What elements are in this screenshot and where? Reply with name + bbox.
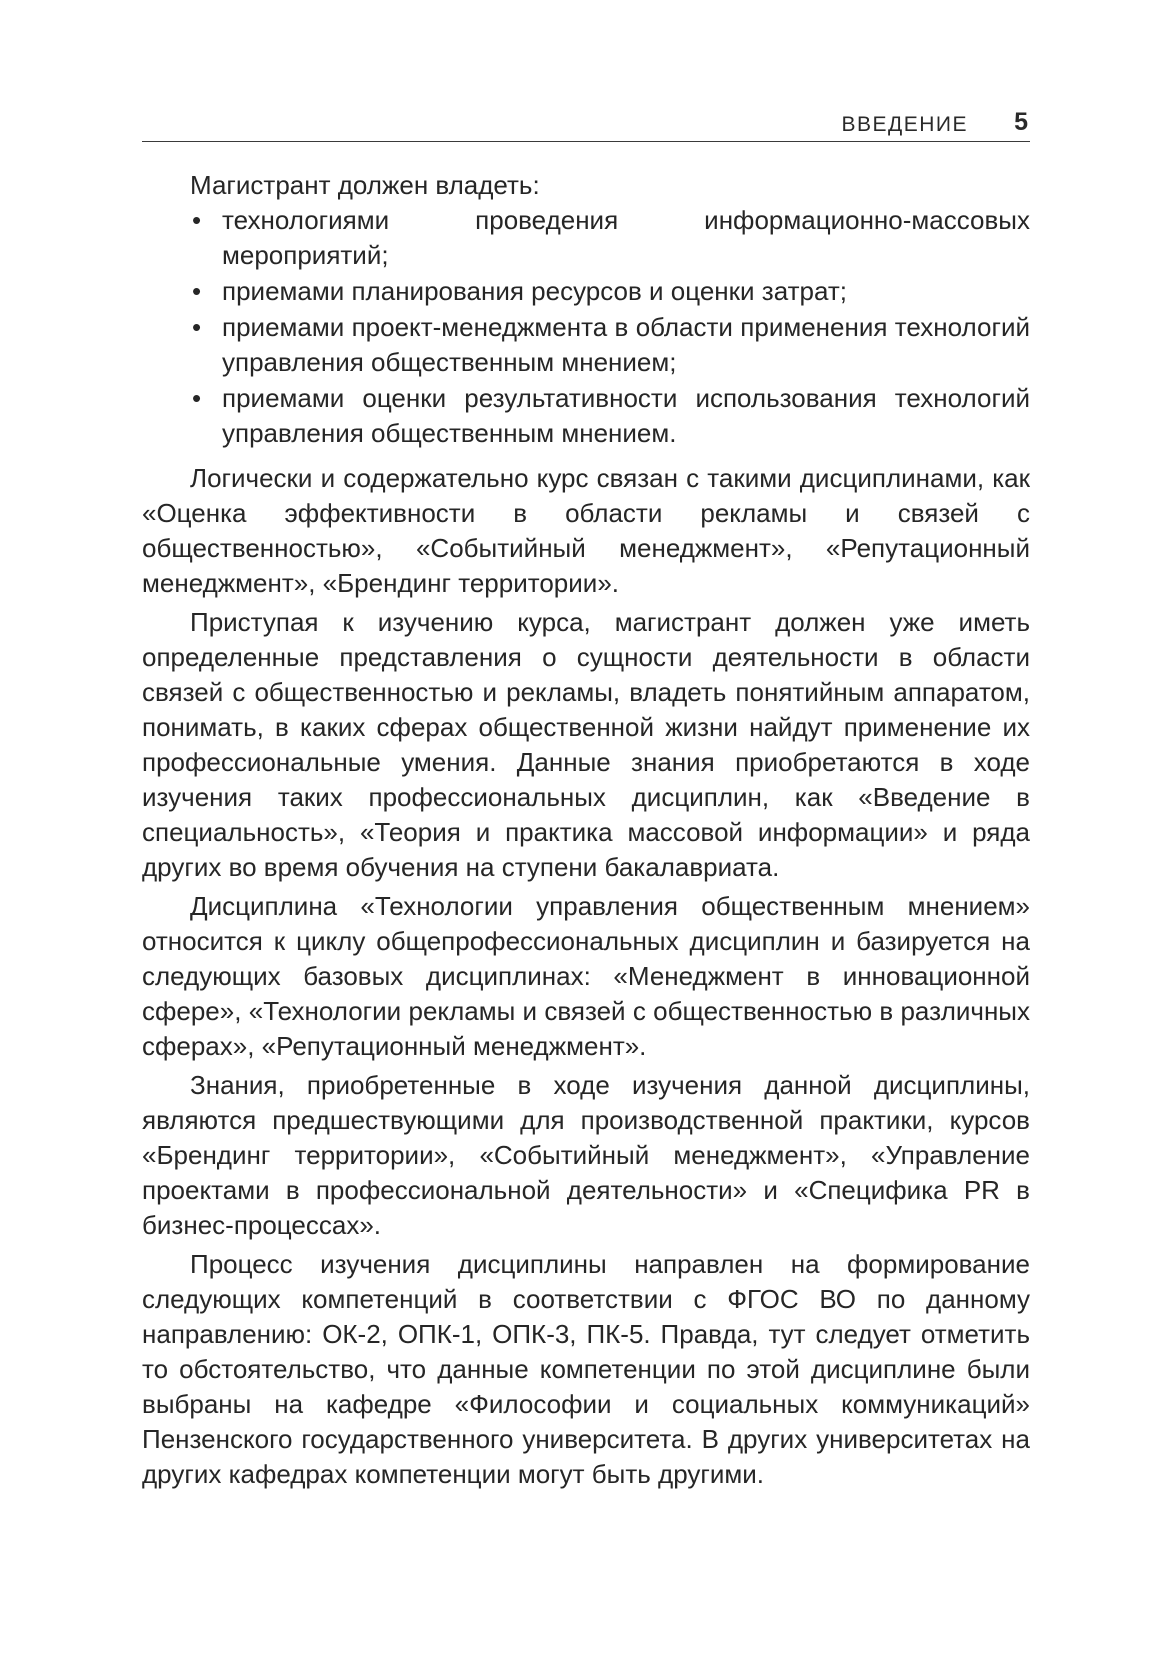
skills-list xyxy=(142,203,1030,451)
list-item xyxy=(142,274,1030,309)
bullet-icon: • xyxy=(192,205,202,235)
running-header xyxy=(142,105,1030,142)
paragraph-prerequisites: Приступая к изучению курса, магистрант должен уже иметь определенные представления о сущности деятельности в области связей с общественностью и рекламы, владеть понятийным аппаратом, понимать, в каких сферах общественной жизни найдут применение их профессиональные умения. Данные знания приобретаются в ходе изучения таких профессиональных дисциплин, как «Введение в специальность», «Теория и практика массовой информации» и ряда других во время обучения на ступени бакалавриата. xyxy=(142,607,1030,882)
paragraph-related-disciplines: Логически и содержательно курс связан с такими дисциплинами, как «Оценка эффективности в области рекламы и связей с общественностью», «Событийный менеджмент», «Репутационный менеджмент», «Брендинг территории». xyxy=(142,463,1030,598)
lead-sentence: Магистрант должен владеть: xyxy=(190,170,540,200)
list-item-text: приемами оценки результативности использования технологий управления общественным мнением. xyxy=(222,383,1030,448)
bullet-icon: • xyxy=(192,383,202,413)
list-item xyxy=(142,310,1030,380)
page-body xyxy=(142,168,1030,1496)
page-number: 5 xyxy=(1014,108,1028,136)
list-item xyxy=(142,381,1030,451)
list-item-text: технологиями проведения информационно-массовых мероприятий; xyxy=(222,205,1030,270)
list-item-text: приемами проект-менеджмента в области применения технологий управления общественным мнением; xyxy=(222,312,1030,377)
section-title: ВВЕДЕНИЕ xyxy=(841,113,968,136)
list-item-text: приемами планирования ресурсов и оценки затрат; xyxy=(222,276,847,306)
list-item xyxy=(142,203,1030,273)
bullet-icon: • xyxy=(192,276,202,306)
paragraph-following-courses: Знания, приобретенные в ходе изучения данной дисциплины, являются предшествующими для производственной практики, курсов «Брендинг территории», «Событийный менеджмент», «Управление проектами в профессиональной деятельности» и «Специфика PR в бизнес-процессах». xyxy=(142,1070,1030,1240)
bullet-icon: • xyxy=(192,312,202,342)
paragraph-competencies: Процесс изучения дисциплины направлен на формирование следующих компетенций в соответствии с ФГОС ВО по данному направлению: ОК-2, ОПК-1, ОПК-3, ПК-5. Правда, тут следует отметить то обстоятельство, что данные компетенции по этой дисциплине были выбраны на кафедре «Философии и социальных коммуникаций» Пензенского государственного университета. В других университетах на других кафедрах компетенции могут быть другими. xyxy=(142,1249,1030,1489)
paragraph-discipline-cycle: Дисциплина «Технологии управления общественным мнением» относится к циклу общепрофессиональных дисциплин и базируется на следующих базовых дисциплинах: «Менеджмент в инновационной сфере», «Технологии рекламы и связей с общественностью в различных сферах», «Репутационный менеджмент». xyxy=(142,891,1030,1061)
